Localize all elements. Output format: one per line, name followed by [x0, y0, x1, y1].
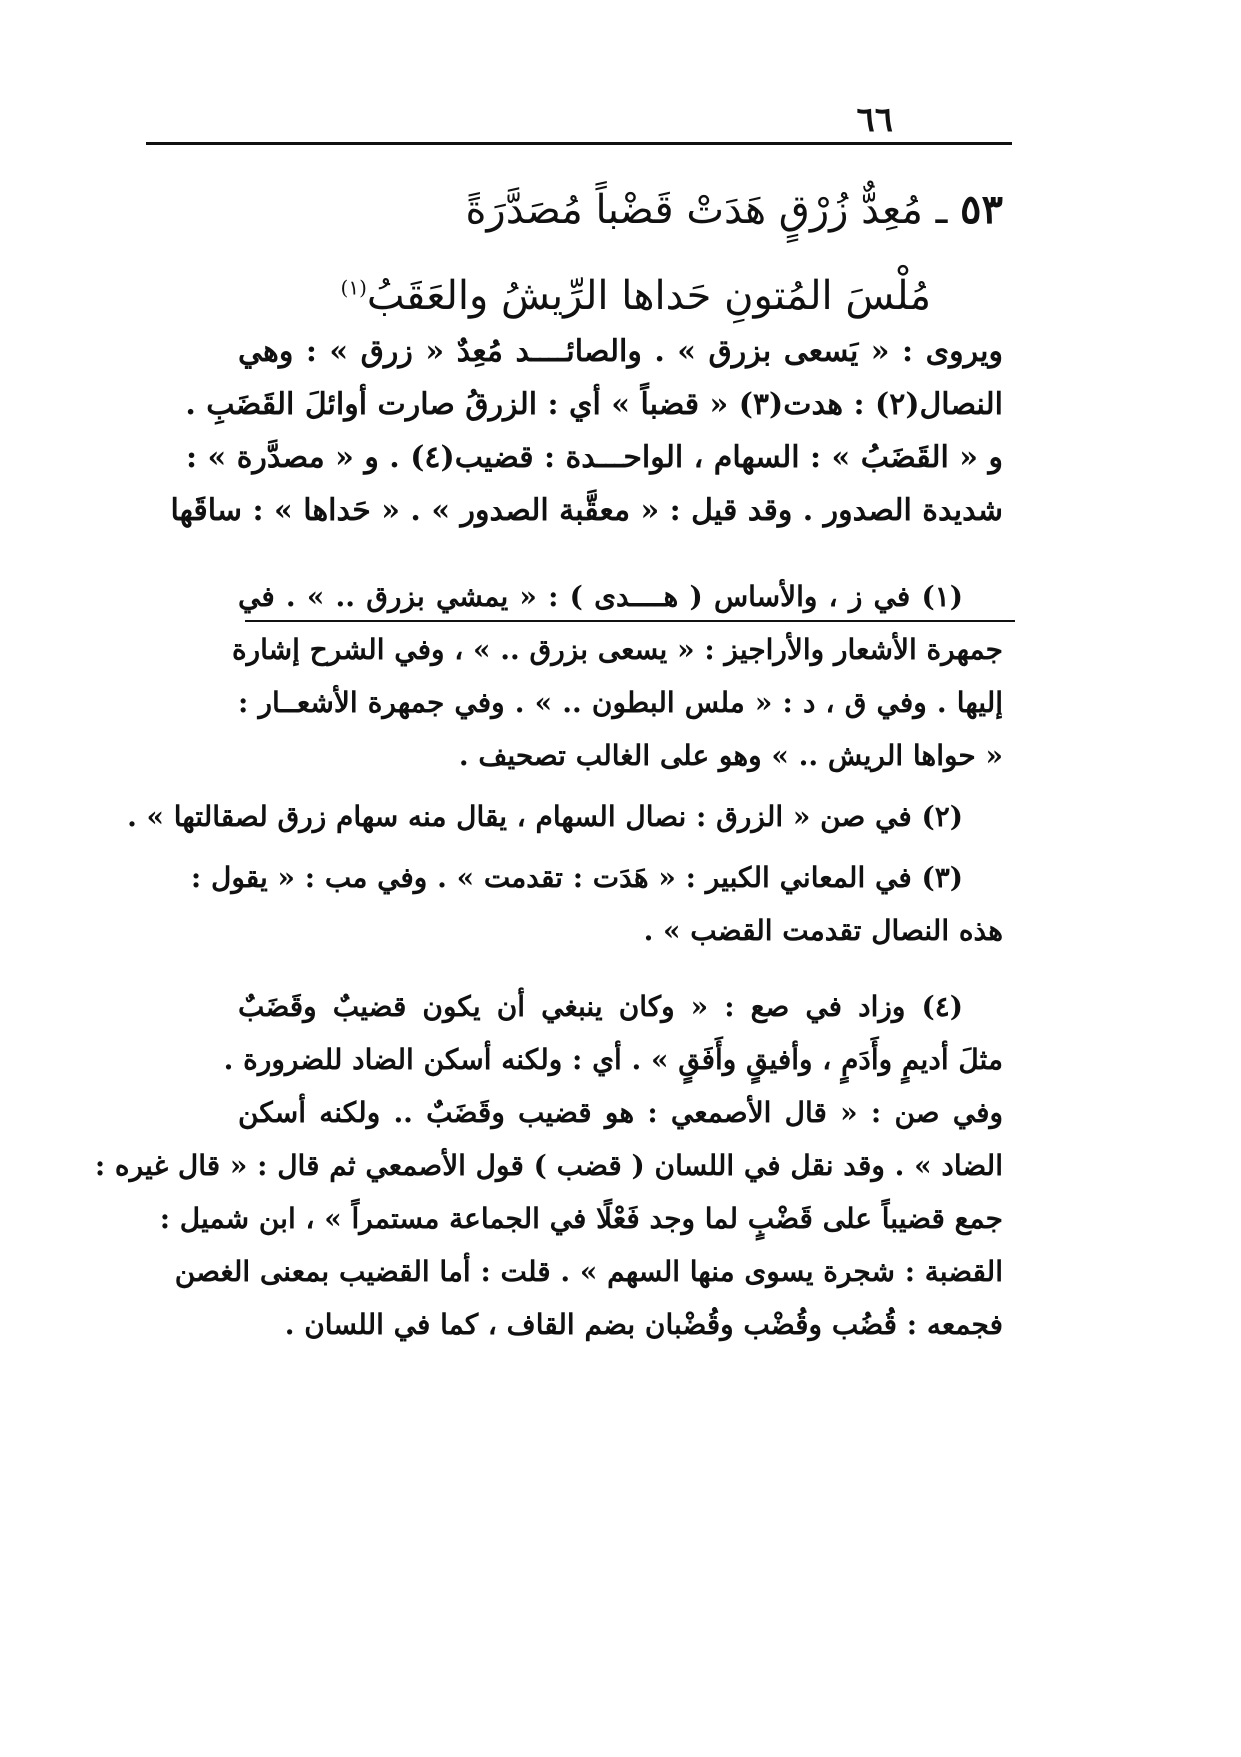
- verse-number: ٥٣: [960, 186, 1003, 233]
- footnote-separator: [245, 620, 1015, 622]
- footnote-4-line: (٤) وزاد في صع : « وكان ينبغي أن يكون قضيبٌ وقَضَبٌ: [238, 990, 963, 1023]
- commentary-line: شديدة الصدور . وقد قيل : « معقَّبة الصدور » . « حَداها » : ساقَها: [170, 493, 1003, 528]
- commentary-line: و « القَضَبُ » : السهام ، الواحـــدة : قضيب(٤) . و « مصدَّرة » :: [185, 440, 1003, 475]
- footnote-3-line: هذه النصال تقدمت القضب » .: [643, 914, 1003, 947]
- page-number: ٦٦: [856, 100, 893, 140]
- footnote-4-line: الضاد » . وقد نقل في اللسان ( قضب ) قول الأصمعي ثم قال : « قال غيره :: [94, 1149, 1003, 1182]
- verse-line-1: [465, 180, 1003, 240]
- header-rule: [146, 142, 1012, 145]
- footnote-1-line: (١) في ز ، والأساس ( هــــدى ) : « يمشي بزرق .. » . في: [238, 580, 963, 613]
- footnote-4-line: مثلَ أديمٍ وأَدَمٍ ، وأفيقٍ وأَفَقٍ » . أي : ولكنه أسكن الضاد للضرورة .: [223, 1043, 1003, 1076]
- verse-line-1-text: ـ مُعِدٌّ زُرْقٍ هَدَتْ قَضْباً مُصَدَّرَةً: [465, 187, 948, 233]
- verse-line-2: [341, 266, 931, 326]
- footnote-1-line: إليها . وفي ق ، د : « ملس البطون .. » . وفي جمهرة الأشعــار :: [238, 686, 1003, 719]
- footnote-1-line: جمهرة الأشعار والأراجيز : « يسعى بزرق .. » ، وفي الشرح إشارة: [231, 633, 1003, 666]
- verse-line-2-text: مُلْسَ المُتونِ حَداها الرِّيشُ والعَقَبُ: [366, 273, 931, 319]
- footnote-3-line: (٣) في المعاني الكبير : « هَدَت : تقدمت » . وفي مب : « يقول :: [190, 861, 963, 894]
- footnote-ref-1: (١): [340, 275, 367, 300]
- footnote-4-line: وفي صن : « قال الأصمعي : هو قضيب وقَضَبٌ .. ولكنه أسكن: [238, 1096, 1003, 1129]
- footnote-4-line: جمع قضيباً على قَضْبٍ لما وجد فَعْلًا في الجماعة مستمراً » ، ابن شميل :: [159, 1202, 1003, 1235]
- commentary-line: النصال(٢) : هدت(٣) « قضباً » أي : الزرقُ صارت أوائلَ القَضَبِ .: [185, 387, 1003, 422]
- commentary-line: ويروى : « يَسعى بزرق » . والصائــــد مُعِدٌ « زرق » : وهي: [238, 334, 1003, 369]
- footnote-4-line: القضبة : شجرة يسوى منها السهم » . قلت : أما القضيب بمعنى الغصن: [174, 1255, 1003, 1288]
- footnote-2-line: (٢) في صن « الزرق : نصال السهام ، يقال منه سهام زرق لصقالتها » .: [127, 800, 963, 833]
- footnote-4-line: فجمعه : قُضُب وقُضْب وقُضْبان بضم القاف ، كما في اللسان .: [284, 1308, 1003, 1341]
- footnote-1-line: « حواها الريش .. » وهو على الغالب تصحيف .: [458, 739, 1003, 772]
